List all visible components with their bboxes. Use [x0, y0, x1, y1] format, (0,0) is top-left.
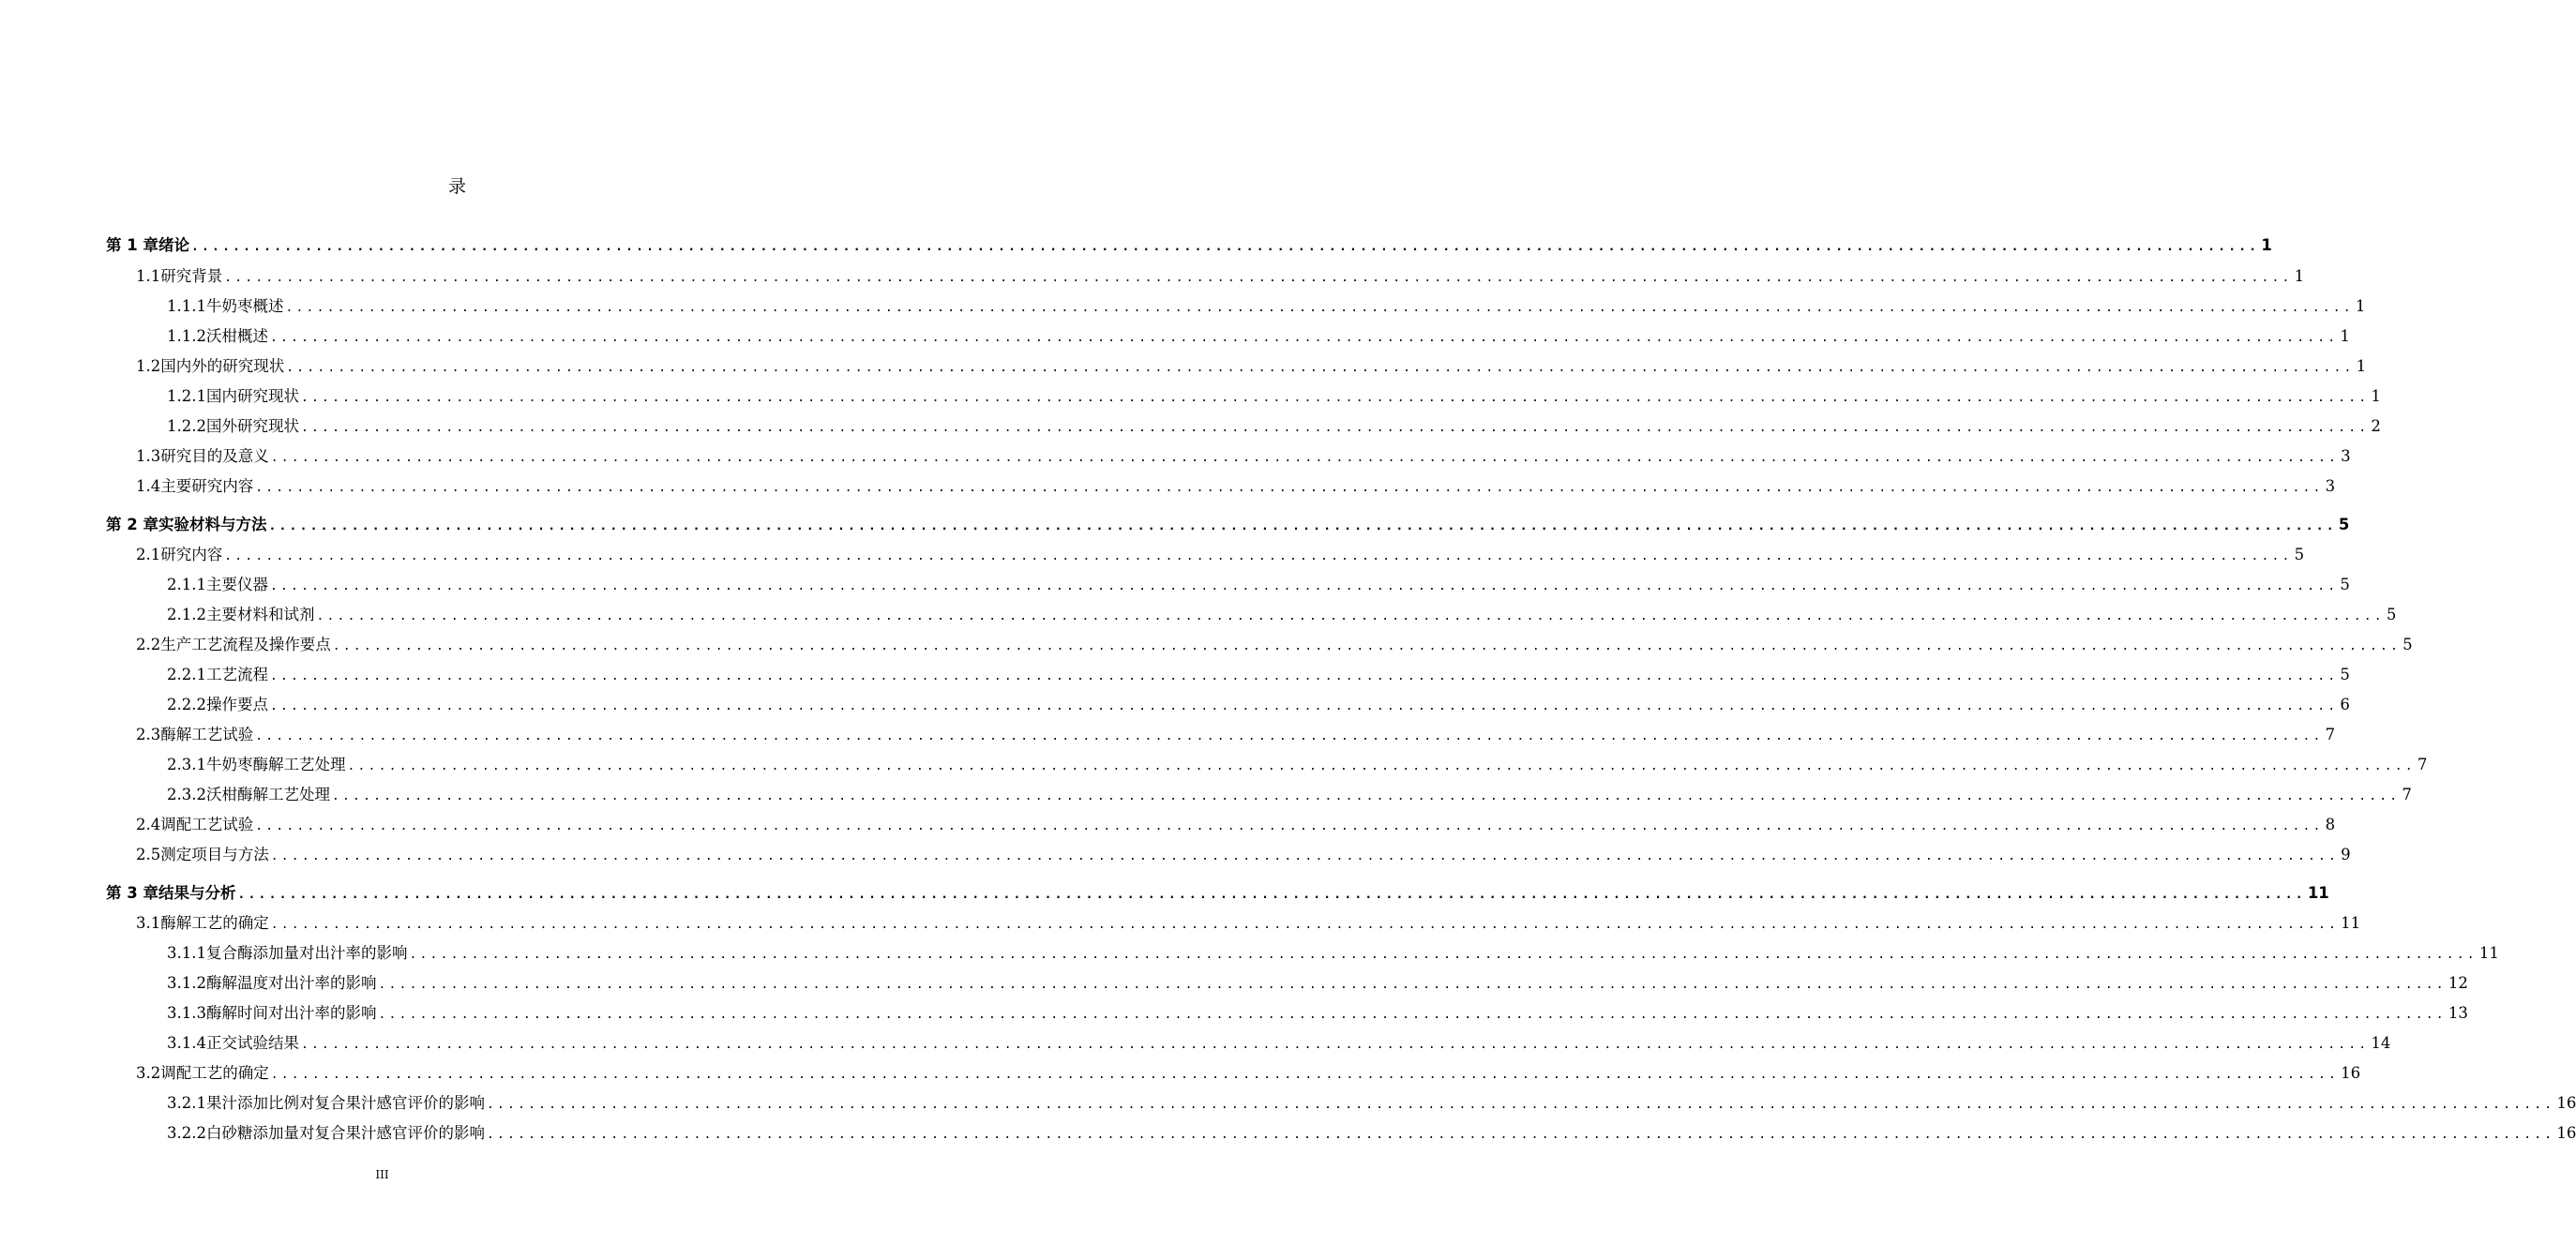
toc-entry-page: 16 [2556, 1094, 2576, 1112]
toc-entry-number: 2.3.1 [167, 756, 206, 773]
toc-entry-title: 主要仪器 [205, 576, 268, 593]
toc-dot-leader: ........................................................................................................................................................................................................ [269, 699, 2339, 713]
toc-entry-number: 1.1 [136, 267, 161, 285]
toc-dot-leader: ........................................................................................................................................................................................................ [486, 1128, 2555, 1142]
toc-dot-leader: ........................................................................................................................................................................................................ [270, 849, 2340, 863]
toc-entry-number: 1.1.2 [167, 327, 206, 345]
toc-entry-number: 1.2.1 [167, 387, 206, 405]
toc-entry-page: 16 [2341, 1064, 2361, 1082]
toc-subsection-entry[interactable] [167, 692, 2350, 714]
toc-entry-number: 2.1 [136, 546, 161, 563]
toc-entry-title: 主要材料和试剂 [205, 606, 315, 623]
toc-dot-leader: ........................................................................................................................................................................................................ [224, 271, 2293, 285]
toc-entry-title: 研究内容 [160, 546, 223, 563]
toc-entry-number: 3.2.1 [167, 1094, 206, 1112]
toc-entry-title: 酶解工艺试验 [160, 726, 254, 743]
toc-dot-leader: ........................................................................................................................................................................................................ [332, 639, 2402, 653]
toc-section-entry[interactable] [136, 812, 2336, 834]
toc-subsection-entry[interactable] [167, 1000, 2468, 1023]
toc-entry-number: 2.5 [136, 846, 161, 863]
toc-section-entry[interactable] [136, 842, 2351, 864]
toc-entry-number: 2.3 [136, 726, 161, 743]
toc-section-entry[interactable] [136, 722, 2336, 744]
toc-entry-page: 11 [2341, 914, 2361, 932]
toc-entry-title: 生产工艺流程及操作要点 [160, 636, 331, 653]
toc-subsection-entry[interactable] [167, 1090, 2576, 1113]
toc-entry-page: 1 [2356, 357, 2367, 375]
toc-entry-page: 1 [2340, 327, 2350, 345]
toc-subsection-entry[interactable] [167, 662, 2350, 684]
toc-entry-page: 5 [2338, 516, 2350, 533]
toc-dot-leader: ........................................................................................................................................................................................................ [269, 579, 2339, 593]
toc-subsection-entry[interactable] [167, 752, 2428, 774]
toc-entry-title: 实验材料与方法 [158, 516, 267, 533]
toc-entry-page: 3 [2325, 477, 2336, 495]
toc-dot-leader: ........................................................................................................................................................................................................ [190, 240, 2260, 254]
page-title: 录 [447, 176, 466, 197]
toc-entry-page: 2 [2371, 417, 2381, 435]
toc-dot-leader: ........................................................................................................................................................................................................ [270, 918, 2340, 932]
toc-dot-leader: ........................................................................................................................................................................................................ [331, 789, 2401, 803]
toc-chapter-entry[interactable] [106, 512, 2350, 534]
toc-entry-number: 3.2.2 [167, 1124, 206, 1142]
toc-dot-leader: ........................................................................................................................................................................................................ [285, 301, 2354, 315]
toc-entry-page: 11 [2307, 884, 2329, 902]
toc-entry-number: 2.2 [136, 636, 161, 653]
toc-section-entry[interactable] [136, 632, 2413, 654]
toc-entry-number: 2.1.1 [167, 576, 206, 593]
toc-subsection-entry[interactable] [167, 602, 2397, 624]
toc-dot-leader: ........................................................................................................................................................................................................ [486, 1098, 2555, 1112]
toc-dot-leader: ........................................................................................................................................................................................................ [409, 948, 2478, 962]
toc-dot-leader: ........................................................................................................................................................................................................ [378, 978, 2447, 992]
toc-entry-number: 2.3.2 [167, 786, 206, 803]
toc-dot-leader: ........................................................................................................................................................................................................ [300, 1038, 2370, 1052]
toc-entry-title: 结果与分析 [158, 884, 236, 902]
toc-chapter-entry[interactable] [106, 880, 2329, 903]
toc-entry-page: 9 [2341, 846, 2351, 863]
toc-entry-title: 工艺流程 [205, 666, 268, 683]
toc-entry-number: 1.2.2 [167, 417, 206, 435]
toc-entry-page: 1 [2355, 297, 2366, 315]
toc-entry-title: 测定项目与方法 [160, 846, 269, 863]
toc-entry-title: 国内研究现状 [205, 387, 299, 405]
toc-chapter-entry[interactable] [106, 232, 2272, 255]
toc-entry-number: 第 1 章 [106, 236, 158, 254]
toc-entry-number: 2.2.2 [167, 696, 206, 713]
toc-entry-title: 绪论 [158, 236, 189, 254]
toc-entry-page: 3 [2341, 447, 2351, 465]
toc-entry-page: 5 [2340, 666, 2350, 683]
toc-entry-number: 3.1 [136, 914, 161, 932]
toc-entry-title: 酶解工艺的确定 [160, 914, 269, 932]
toc-subsection-entry[interactable] [167, 293, 2366, 316]
toc-section-entry[interactable] [136, 1060, 2361, 1083]
toc-section-entry[interactable] [136, 542, 2305, 564]
toc-entry-title: 研究目的及意义 [160, 447, 269, 465]
toc-subsection-entry[interactable] [167, 940, 2499, 963]
toc-entry-number: 3.1.1 [167, 944, 206, 962]
toc-entry-page: 13 [2448, 1004, 2468, 1022]
toc-entry-title: 牛奶枣概述 [205, 297, 284, 315]
toc-entry-page: 8 [2325, 816, 2336, 833]
toc-entry-page: 1 [2371, 387, 2381, 405]
toc-entry-title: 果汁添加比例对复合果汁感官评价的影响 [205, 1094, 485, 1112]
toc-entry-title: 酶解时间对出汁率的影响 [205, 1004, 377, 1022]
toc-entry-page: 7 [2325, 726, 2336, 743]
toc-entry-page: 11 [2478, 944, 2499, 962]
toc-entry-page: 5 [2294, 546, 2305, 563]
toc-entry-number: 1.2 [136, 357, 161, 375]
toc-dot-leader: ........................................................................................................................................................................................................ [378, 1008, 2447, 1022]
toc-entry-page: 1 [2261, 236, 2272, 254]
toc-entry-number: 1.1.1 [167, 297, 206, 315]
toc-entry-number: 2.2.1 [167, 666, 206, 683]
toc-section-entry[interactable] [136, 353, 2367, 376]
toc-entry-page: 12 [2448, 974, 2468, 992]
toc-dot-leader: ........................................................................................................................................................................................................ [255, 819, 2324, 833]
toc-dot-leader: ........................................................................................................................................................................................................ [224, 549, 2293, 563]
toc-dot-leader: ........................................................................................................................................................................................................ [255, 729, 2324, 743]
toc-entry-page: 5 [2386, 606, 2397, 623]
toc-entry-number: 第 2 章 [106, 516, 158, 533]
toc-entry-title: 白砂糖添加量对复合果汁感官评价的影响 [205, 1124, 485, 1142]
toc-entry-number: 第 3 章 [106, 884, 158, 902]
toc-entry-page: 14 [2371, 1034, 2391, 1052]
toc-entry-title: 国内外的研究现状 [160, 357, 285, 375]
toc-entry-title: 沃柑概述 [205, 327, 268, 345]
toc-subsection-entry[interactable] [167, 323, 2350, 346]
toc-subsection-entry[interactable] [167, 1030, 2391, 1053]
toc-entry-number: 2.1.2 [167, 606, 206, 623]
toc-dot-leader: ........................................................................................................................................................................................................ [255, 481, 2324, 495]
toc-entry-page: 7 [2417, 756, 2428, 773]
toc-section-entry[interactable] [136, 910, 2361, 933]
toc-entry-page: 16 [2556, 1124, 2576, 1142]
toc-entry-page: 6 [2340, 696, 2350, 713]
page-number: III [375, 1168, 389, 1181]
toc-entry-title: 酶解温度对出汁率的影响 [205, 974, 377, 992]
toc-dot-leader: ........................................................................................................................................................................................................ [300, 391, 2370, 405]
toc-dot-leader: ........................................................................................................................................................................................................ [269, 331, 2339, 345]
toc-subsection-entry[interactable] [167, 572, 2350, 594]
toc-entry-title: 复合酶添加量对出汁率的影响 [205, 944, 408, 962]
toc-section-entry[interactable] [136, 263, 2305, 286]
toc-entry-title: 调配工艺的确定 [160, 1064, 269, 1082]
toc-entry-title: 国外研究现状 [205, 417, 299, 435]
toc-entry-number: 3.1.4 [167, 1034, 206, 1052]
toc-entry-number: 3.1.2 [167, 974, 206, 992]
toc-entry-page: 5 [2403, 636, 2413, 653]
toc-subsection-entry[interactable] [167, 1120, 2576, 1143]
toc-dot-leader: ........................................................................................................................................................................................................ [268, 519, 2337, 533]
toc-subsection-entry[interactable] [167, 970, 2468, 993]
toc-subsection-entry[interactable] [167, 413, 2381, 436]
toc-entry-title: 研究背景 [160, 267, 223, 285]
toc-entry-number: 1.3 [136, 447, 161, 465]
toc-dot-leader: ........................................................................................................................................................................................................ [269, 669, 2339, 683]
toc-section-entry[interactable] [136, 473, 2336, 496]
toc-dot-leader: ........................................................................................................................................................................................................ [316, 609, 2385, 623]
toc-section-entry[interactable] [136, 443, 2351, 466]
toc-entry-number: 2.4 [136, 816, 161, 833]
toc-entry-title: 正交试验结果 [205, 1034, 299, 1052]
toc-dot-leader: ........................................................................................................................................................................................................ [270, 451, 2340, 465]
toc-entry-title: 操作要点 [205, 696, 268, 713]
toc-entry-page: 5 [2340, 576, 2350, 593]
toc-entry-page: 1 [2294, 267, 2305, 285]
toc-entry-title: 调配工艺试验 [160, 816, 254, 833]
toc-entry-title: 沃柑酶解工艺处理 [205, 786, 330, 803]
toc-dot-leader: ........................................................................................................................................................................................................ [270, 1068, 2340, 1082]
toc-entry-title: 牛奶枣酶解工艺处理 [205, 756, 346, 773]
toc-dot-leader: ........................................................................................................................................................................................................ [347, 759, 2416, 773]
toc-dot-leader: ........................................................................................................................................................................................................ [286, 361, 2355, 375]
toc-entry-title: 主要研究内容 [160, 477, 254, 495]
toc-subsection-entry[interactable] [167, 383, 2381, 406]
toc-entry-page: 7 [2402, 786, 2412, 803]
toc-subsection-entry[interactable] [167, 782, 2412, 804]
toc-entry-number: 1.4 [136, 477, 161, 495]
toc-entry-number: 3.2 [136, 1064, 161, 1082]
toc-dot-leader: ........................................................................................................................................................................................................ [237, 888, 2306, 902]
toc-entry-number: 3.1.3 [167, 1004, 206, 1022]
toc-dot-leader: ........................................................................................................................................................................................................ [300, 421, 2370, 435]
